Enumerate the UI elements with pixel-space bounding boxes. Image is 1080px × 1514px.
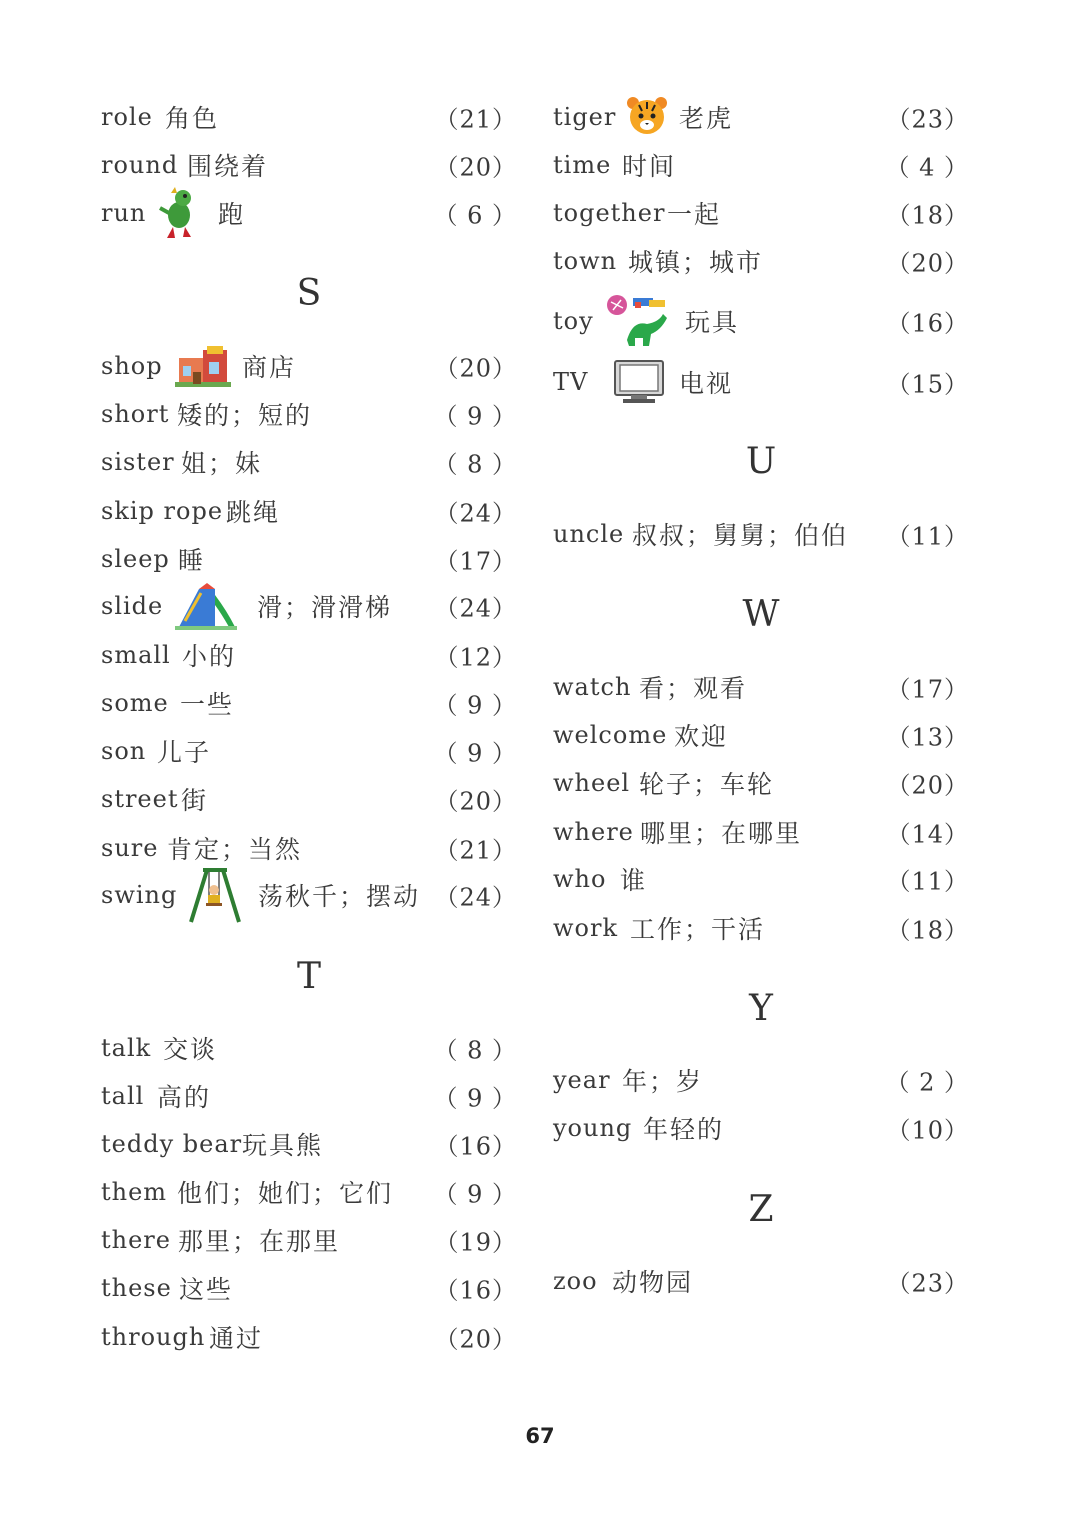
entry-meaning: 睡 bbox=[178, 546, 206, 575]
entry-meaning: 叔叔；舅舅；伯伯 bbox=[632, 521, 849, 550]
entry-meaning: 城镇；城市 bbox=[628, 248, 764, 277]
entry-word: skip rope bbox=[101, 497, 224, 525]
television-icon bbox=[613, 359, 665, 405]
entry-unit: （20） bbox=[434, 787, 517, 816]
entry-unit: （17） bbox=[886, 675, 969, 704]
entry-unit: （19） bbox=[434, 1228, 517, 1257]
entry-uncle bbox=[553, 512, 969, 556]
entry-word: tiger bbox=[553, 103, 617, 131]
entry-unit: （21） bbox=[434, 105, 517, 134]
entry-together bbox=[553, 191, 969, 235]
entry-slide bbox=[101, 584, 517, 628]
entry-unit: （18） bbox=[886, 201, 969, 230]
entry-word: talk bbox=[101, 1034, 152, 1062]
entry-meaning: 角色 bbox=[165, 104, 220, 133]
entry-word: time bbox=[553, 151, 612, 179]
entry-zoo bbox=[553, 1259, 969, 1303]
entry-word: who bbox=[553, 865, 607, 893]
entry-meaning: 他们；她们；它们 bbox=[177, 1179, 394, 1208]
entry-swing bbox=[101, 873, 517, 917]
entry-word: zoo bbox=[553, 1267, 598, 1295]
entry-tiger bbox=[553, 95, 969, 139]
entry-unit: （16） bbox=[434, 1132, 517, 1161]
section-letter-z: Z bbox=[748, 1189, 774, 1230]
entry-unit: （11） bbox=[886, 522, 969, 551]
entry-street bbox=[101, 777, 517, 821]
entry-meaning: 看；观看 bbox=[639, 674, 748, 703]
entry-meaning: 荡秋千；摆动 bbox=[258, 882, 421, 911]
entry-round bbox=[101, 143, 517, 187]
tiger-icon bbox=[625, 95, 669, 139]
entry-meaning: 商店 bbox=[242, 353, 297, 382]
entry-meaning: 围绕着 bbox=[187, 152, 269, 181]
entry-meaning: 滑；滑滑梯 bbox=[257, 593, 393, 622]
entry-unit: （ 8 ） bbox=[433, 450, 517, 479]
entry-talk bbox=[101, 1026, 517, 1070]
entry-unit: （18） bbox=[886, 916, 969, 945]
entry-word: swing bbox=[101, 881, 178, 909]
entry-word: some bbox=[101, 689, 169, 717]
playground-slide-icon bbox=[175, 581, 237, 631]
entry-word: TV bbox=[553, 368, 589, 396]
entry-meaning: 年轻的 bbox=[643, 1115, 725, 1144]
running-dinosaur-icon bbox=[157, 185, 203, 241]
entry-unit: （14） bbox=[886, 820, 969, 849]
shop-building-icon bbox=[173, 342, 235, 390]
entry-meaning: 欢迎 bbox=[674, 722, 729, 751]
entry-word: through bbox=[101, 1323, 206, 1351]
entry-meaning: 一些 bbox=[180, 690, 235, 719]
page-number: 67 bbox=[525, 1424, 555, 1448]
entry-word: sister bbox=[101, 448, 175, 476]
swing-icon bbox=[185, 866, 243, 924]
entry-tall bbox=[101, 1074, 517, 1118]
entry-them bbox=[101, 1170, 517, 1214]
entry-word: small bbox=[101, 641, 171, 669]
entry-meaning: 哪里；在哪里 bbox=[640, 819, 803, 848]
entry-sure bbox=[101, 826, 517, 870]
entry-unit: （ 9 ） bbox=[433, 739, 517, 768]
entry-meaning: 一起 bbox=[667, 200, 722, 229]
entry-there bbox=[101, 1218, 517, 1262]
entry-word: slide bbox=[101, 592, 164, 620]
entry-unit: （ 8 ） bbox=[433, 1036, 517, 1065]
entry-word: there bbox=[101, 1226, 171, 1254]
entry-small bbox=[101, 633, 517, 677]
entry-word: town bbox=[553, 247, 618, 275]
entry-meaning: 这些 bbox=[179, 1275, 234, 1304]
entry-where bbox=[553, 810, 969, 854]
entry-watch bbox=[553, 665, 969, 709]
entry-word: together bbox=[553, 199, 666, 227]
entry-meaning: 工作；干活 bbox=[630, 915, 766, 944]
entry-word: welcome bbox=[553, 721, 668, 749]
entry-word: toy bbox=[553, 307, 594, 335]
entry-year bbox=[553, 1058, 969, 1102]
entry-word: teddy bear bbox=[101, 1130, 243, 1158]
entry-unit: （16） bbox=[886, 309, 969, 338]
entry-sleep bbox=[101, 537, 517, 581]
entry-unit: （ 9 ） bbox=[433, 402, 517, 431]
entry-short bbox=[101, 392, 517, 436]
entry-meaning: 动物园 bbox=[612, 1268, 694, 1297]
entry-word: sleep bbox=[101, 545, 170, 573]
entry-word: work bbox=[553, 914, 619, 942]
entry-town bbox=[553, 239, 969, 283]
entry-unit: （20） bbox=[434, 153, 517, 182]
left-column bbox=[101, 0, 521, 1400]
entry-unit: （ 2 ） bbox=[885, 1068, 969, 1097]
entry-some bbox=[101, 681, 517, 725]
entry-meaning: 轮子；车轮 bbox=[639, 770, 775, 799]
entry-time bbox=[553, 143, 969, 187]
entry-word: role bbox=[101, 103, 153, 131]
entry-unit: （17） bbox=[434, 547, 517, 576]
entry-work bbox=[553, 906, 969, 950]
entry-unit: （20） bbox=[434, 1325, 517, 1354]
entry-meaning: 谁 bbox=[620, 866, 648, 895]
entry-tv bbox=[553, 360, 969, 404]
entry-unit: （20） bbox=[886, 771, 969, 800]
entry-word: sure bbox=[101, 834, 159, 862]
entry-word: year bbox=[553, 1066, 611, 1094]
entry-role bbox=[101, 95, 517, 139]
entry-run bbox=[101, 191, 517, 235]
entry-unit: （16） bbox=[434, 1276, 517, 1305]
entry-word: street bbox=[101, 785, 179, 813]
entry-meaning: 跳绳 bbox=[226, 498, 281, 527]
entry-who bbox=[553, 857, 969, 901]
entry-meaning: 时间 bbox=[622, 152, 677, 181]
entry-unit: （23） bbox=[886, 1269, 969, 1298]
entry-meaning: 那里；在那里 bbox=[178, 1227, 341, 1256]
toys-icon bbox=[605, 292, 671, 350]
entry-word: short bbox=[101, 400, 170, 428]
entry-unit: （24） bbox=[434, 594, 517, 623]
entry-meaning: 街 bbox=[181, 786, 209, 815]
section-letter-t: T bbox=[296, 956, 321, 997]
entry-unit: （20） bbox=[434, 354, 517, 383]
entry-wheel bbox=[553, 761, 969, 805]
entry-unit: （ 4 ） bbox=[885, 153, 969, 182]
entry-word: son bbox=[101, 737, 147, 765]
right-column bbox=[553, 0, 973, 1400]
entry-word: run bbox=[101, 199, 147, 227]
entry-meaning: 年；岁 bbox=[622, 1067, 704, 1096]
entry-unit: （23） bbox=[886, 105, 969, 134]
entry-meaning: 电视 bbox=[679, 369, 734, 398]
entry-meaning: 玩具 bbox=[685, 308, 740, 337]
entry-word: these bbox=[101, 1274, 172, 1302]
entry-meaning: 跑 bbox=[218, 200, 246, 229]
entry-word: where bbox=[553, 818, 634, 846]
entry-word: young bbox=[553, 1114, 633, 1142]
section-letter-s: S bbox=[296, 273, 322, 314]
entry-skip-rope bbox=[101, 489, 517, 533]
entry-shop bbox=[101, 344, 517, 388]
entry-meaning: 交谈 bbox=[163, 1035, 218, 1064]
entry-unit: （21） bbox=[434, 836, 517, 865]
entry-meaning: 老虎 bbox=[679, 104, 734, 133]
entry-unit: （24） bbox=[434, 883, 517, 912]
entry-toy bbox=[553, 299, 969, 343]
entry-meaning: 矮的；短的 bbox=[177, 401, 313, 430]
entry-unit: （10） bbox=[886, 1116, 969, 1145]
entry-word: round bbox=[101, 151, 179, 179]
entry-unit: （11） bbox=[886, 867, 969, 896]
section-letter-u: U bbox=[745, 441, 777, 482]
entry-unit: （20） bbox=[886, 249, 969, 278]
entry-meaning: 玩具熊 bbox=[242, 1131, 324, 1160]
entry-through bbox=[101, 1315, 517, 1359]
entry-unit: （ 9 ） bbox=[433, 1180, 517, 1209]
entry-word: uncle bbox=[553, 520, 625, 548]
entry-unit: （13） bbox=[886, 723, 969, 752]
entry-word: watch bbox=[553, 673, 632, 701]
entry-unit: （12） bbox=[434, 643, 517, 672]
entry-word: wheel bbox=[553, 769, 631, 797]
entry-young bbox=[553, 1106, 969, 1150]
entry-unit: （24） bbox=[434, 499, 517, 528]
entry-son bbox=[101, 729, 517, 773]
entry-word: shop bbox=[101, 352, 163, 380]
entry-word: them bbox=[101, 1178, 168, 1206]
entry-meaning: 儿子 bbox=[157, 738, 212, 767]
entry-teddy-bear bbox=[101, 1122, 517, 1166]
entry-unit: （ 6 ） bbox=[433, 201, 517, 230]
section-letter-w: W bbox=[742, 594, 780, 635]
entry-welcome bbox=[553, 713, 969, 757]
entry-meaning: 高的 bbox=[157, 1083, 212, 1112]
entry-unit: （15） bbox=[886, 370, 969, 399]
entry-meaning: 通过 bbox=[209, 1324, 264, 1353]
entry-meaning: 肯定；当然 bbox=[167, 835, 303, 864]
entry-meaning: 姐；妹 bbox=[181, 449, 263, 478]
section-letter-y: Y bbox=[749, 988, 773, 1029]
entry-unit: （ 9 ） bbox=[433, 1084, 517, 1113]
entry-meaning: 小的 bbox=[182, 642, 237, 671]
entry-unit: （ 9 ） bbox=[433, 691, 517, 720]
entry-sister bbox=[101, 440, 517, 484]
entry-these bbox=[101, 1266, 517, 1310]
entry-word: tall bbox=[101, 1082, 145, 1110]
